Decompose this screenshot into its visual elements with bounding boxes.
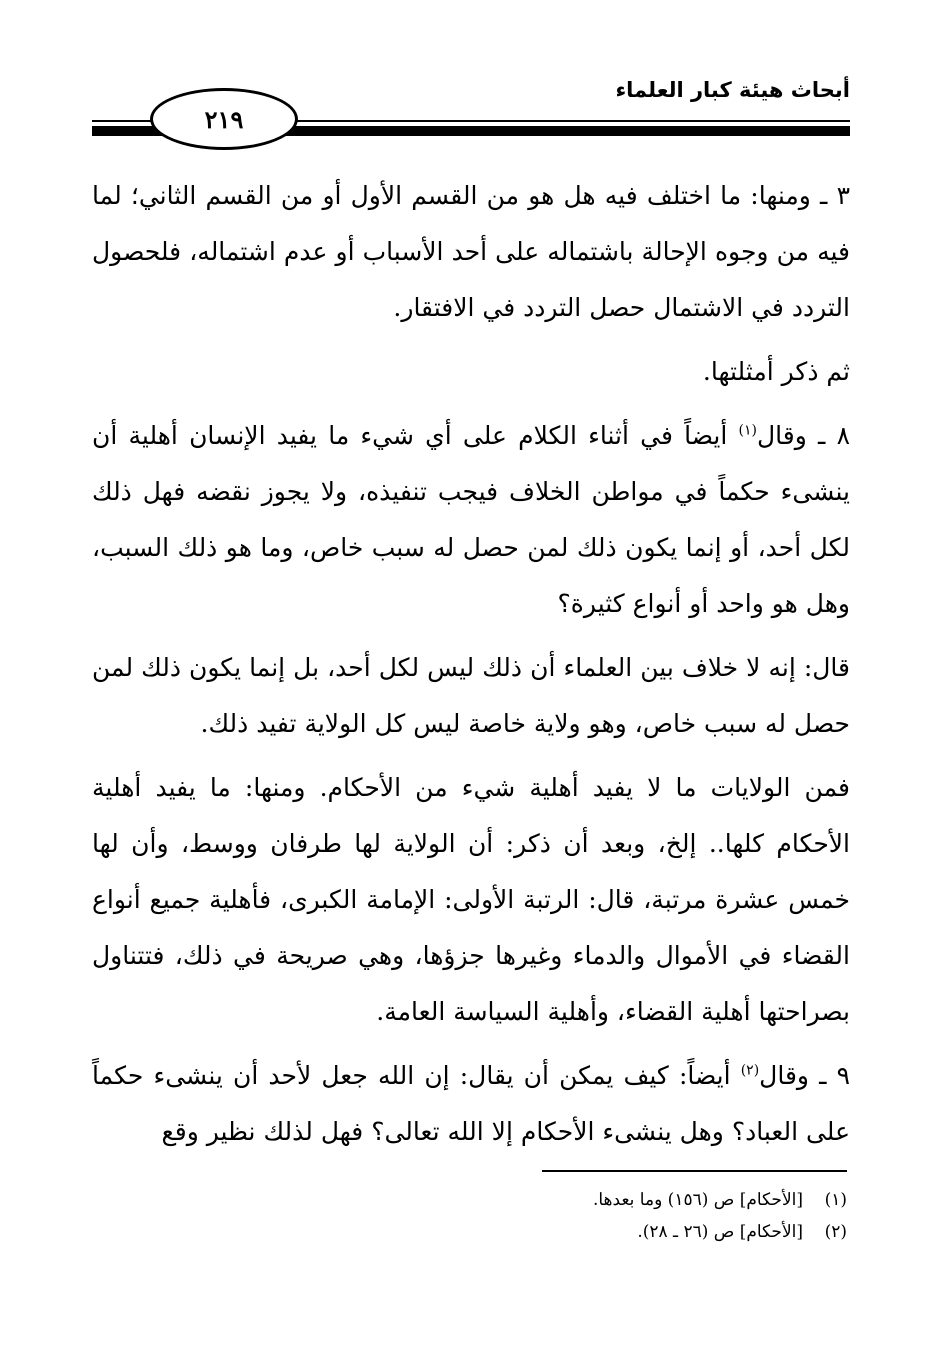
footnote-ref-1: (١) [738,422,758,439]
footnote-ref-2: (٢) [740,1062,760,1079]
paragraph-3-rest: أيضاً في أثناء الكلام على أي شيء ما يفيد الإنسان أهلية أن ينشىء حكماً في مواطن الخلاف فيجب تنفيذه، ولا يجوز نقضه فهل ذلك لكل أحد، أو إنما يكون ذلك لمن حصل له سبب خاص، وما هو ذلك السبب، وهل هو واحد أو أنواع كثيرة؟ [92,421,850,618]
paragraph-5: فمن الولايات ما لا يفيد أهلية شيء من الأحكام. ومنها: ما يفيد أهلية الأحكام كلها.. إلخ، وبعد أن ذكر: أن الولاية لها طرفان ووسط، وأن لها خمس عشرة مرتبة، قال: الرتبة الأولى: الإمامة الكبرى، فأهلية جميع أنواع القضاء في الأموال والدماء وغيرها جزؤها، وهي صريحة في ذلك، فتتناول بصراحتها أهلية القضاء، وأهلية السياسة العامة. [92,773,850,1026]
footnote-1-text: [الأحكام] ص (١٥٦) وما بعدها. [592,1190,803,1210]
running-title: أبحاث هيئة كبار العلماء [615,78,850,102]
page-number: ٢١٩ [150,88,298,150]
footnote-2 [247,1216,847,1248]
paragraph-1: ٣ ـ ومنها: ما اختلف فيه هل هو من القسم الأول أو من القسم الثاني؛ لما فيه من وجوه الإحالة باشتماله على أحد الأسباب أو عدم اشتماله، فلحصول التردد في الاشتمال حصل التردد في الافتقار. [92,181,850,322]
footnote-2-text: [الأحكام] ص (٢٦ ـ ٢٨). [637,1222,803,1242]
footnote-2-number: (٢) [824,1222,847,1242]
page-header [92,70,850,160]
footnote-1 [247,1184,847,1216]
paragraph-2: ثم ذكر أمثلتها. [702,357,850,386]
paragraph-6-rest: أيضاً: كيف يمكن أن يقال: إن الله جعل لأحد أن ينشىء حكماً على العباد؟ وهل ينشىء الأحكام إلا الله تعالى؟ فهل لذلك نظير وقع [92,1061,850,1146]
paragraph-3-lead: ٨ ـ وقال [757,421,850,450]
body-text [92,168,850,1168]
paragraph-3 [92,408,850,632]
paragraph-6 [92,1048,850,1160]
footnotes [247,1184,847,1248]
paragraph-6-lead: ٩ ـ وقال [759,1061,850,1090]
footnote-separator [542,1170,847,1172]
footnote-1-number: (١) [824,1190,847,1210]
paragraph-4: قال: إنه لا خلاف بين العلماء أن ذلك ليس لكل أحد، بل إنما يكون ذلك لمن حصل له سبب خاص، وهو ولاية خاصة ليس كل الولاية تفيد ذلك. [92,653,850,738]
